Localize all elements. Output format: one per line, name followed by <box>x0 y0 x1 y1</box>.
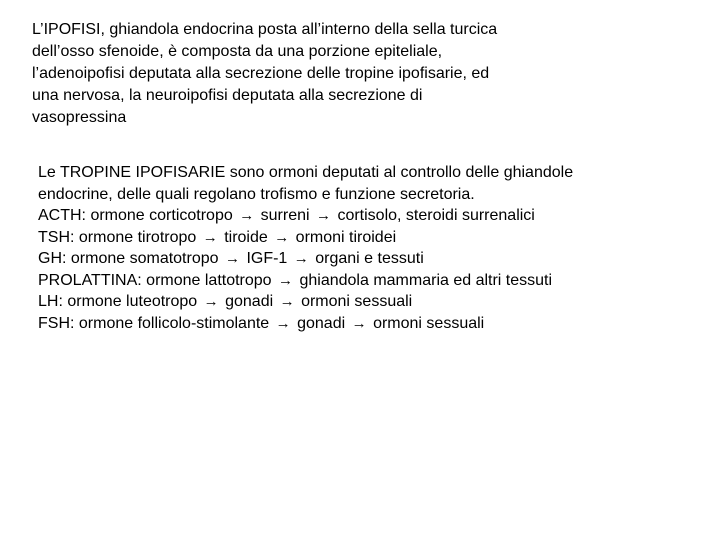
arrow-icon: → <box>274 228 290 246</box>
text-line: l’adenoipofisi deputata alla secrezione delle tropine ipofisarie, ed <box>32 65 490 82</box>
arrow-icon: → <box>316 207 331 224</box>
hormone-label: PROLATTINA: ormone lattotropo <box>38 271 272 289</box>
hormone-label: ACTH: ormone corticotropo <box>38 207 233 224</box>
text-line: Le TROPINE IPOFISARIE sono ormoni deputati al controllo delle ghiandole <box>38 164 574 181</box>
arrow-icon: → <box>202 228 218 246</box>
arrow-icon: → <box>351 314 367 332</box>
text-line: L’IPOFISI, ghiandola endocrina posta all’interno della sella turcica <box>32 21 498 38</box>
hormone-target: gonadi <box>297 314 346 332</box>
hormone-effect: ormoni tiroidei <box>295 228 397 246</box>
hormone-label: LH: ormone luteotropo <box>38 293 198 310</box>
hormone-label: TSH: ormone tirotropo <box>38 228 197 246</box>
hormone-effect: cortisolo, steroidi surrenalici <box>337 207 535 224</box>
hormone-line-tsh <box>38 227 708 249</box>
arrow-icon: → <box>293 250 309 267</box>
text-line: dell’osso sfenoide, è composta da una porzione epiteliale, <box>32 43 443 60</box>
tropine-paragraph <box>38 162 708 334</box>
ipofisi-paragraph <box>32 19 692 129</box>
hormone-line-fsh <box>38 313 708 335</box>
hormone-line-acth <box>38 205 708 227</box>
text-line: una nervosa, la neuroipofisi deputata alla secrezione di <box>32 87 423 104</box>
text-line: vasopressina <box>32 109 127 126</box>
hormone-target: IGF-1 <box>246 250 288 267</box>
arrow-icon: → <box>278 271 294 289</box>
hormone-label: FSH: ormone follicolo-stimolante <box>38 314 270 332</box>
arrow-icon: → <box>279 293 295 310</box>
hormone-target: ghiandola mammaria ed altri tessuti <box>299 271 553 289</box>
hormone-target: surreni <box>260 207 310 224</box>
arrow-icon: → <box>239 207 255 224</box>
hormone-line-prolattina <box>38 270 708 292</box>
hormone-target: tiroide <box>224 228 268 246</box>
hormone-target: gonadi <box>225 293 274 310</box>
arrow-icon: → <box>224 250 240 267</box>
hormone-effect: ormoni sessuali <box>301 293 413 310</box>
hormone-line-gh <box>38 248 708 270</box>
hormone-effect: ormoni sessuali <box>373 314 485 332</box>
arrow-icon: → <box>203 293 219 310</box>
hormone-line-lh <box>38 291 708 313</box>
text-line: endocrine, delle quali regolano trofismo e funzione secretoria. <box>38 185 475 203</box>
hormone-effect: organi e tessuti <box>315 250 424 267</box>
hormone-label: GH: ormone somatotropo <box>38 250 219 267</box>
arrow-icon: → <box>275 314 291 332</box>
